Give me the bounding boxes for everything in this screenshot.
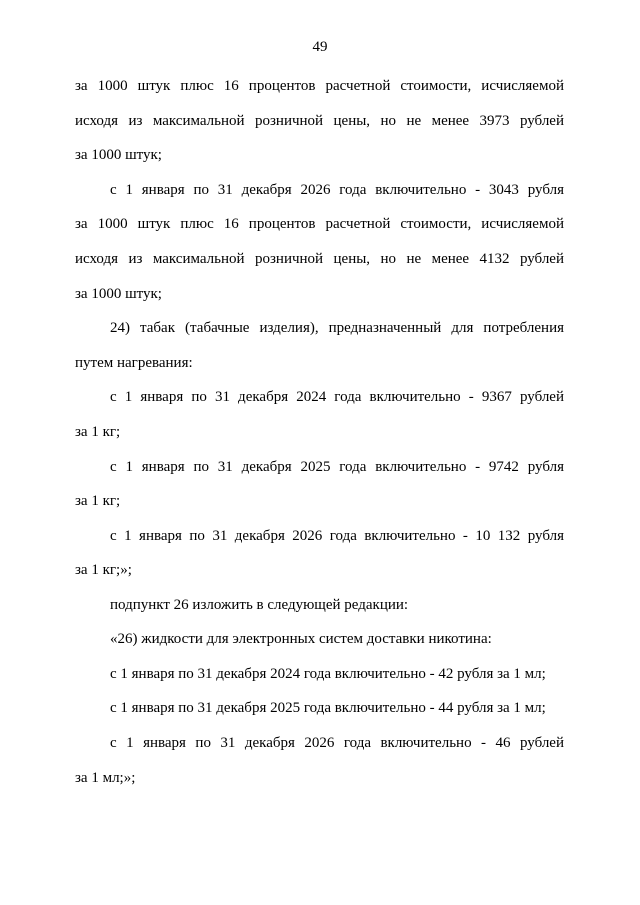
text-line: путем нагревания: [75, 355, 193, 371]
text-line: с 1 января по 31 декабря 2025 года включительно - 44 рубля за 1 мл; [110, 700, 546, 716]
text-line: с 1 января по 31 декабря 2025 года включительно - 9742 рубля [110, 459, 564, 475]
text-line: исходя из максимальной розничной цены, но не менее 4132 рублей [75, 251, 564, 267]
text-line: за 1 кг;»; [75, 562, 132, 578]
text-line: с 1 января по 31 декабря 2026 года включительно - 46 рублей [110, 735, 564, 751]
text-line: за 1 мл;»; [75, 770, 136, 786]
text-line: за 1000 штук плюс 16 процентов расчетной стоимости, исчисляемой [75, 216, 564, 232]
text-line: за 1000 штук; [75, 286, 162, 302]
text-line: за 1000 штук; [75, 147, 162, 163]
page-number: 49 [312, 39, 328, 55]
text-line: за 1 кг; [75, 424, 121, 440]
text-line: с 1 января по 31 декабря 2024 года включительно - 9367 рублей [110, 389, 564, 405]
text-line: исходя из максимальной розничной цены, но не менее 3973 рублей [75, 113, 564, 129]
text-line: с 1 января по 31 декабря 2026 года включительно - 10 132 рубля [110, 528, 564, 544]
text-line: «26) жидкости для электронных систем доставки никотина: [110, 631, 492, 647]
text-line: за 1 кг; [75, 493, 121, 509]
text-line: за 1000 штук плюс 16 процентов расчетной стоимости, исчисляемой [75, 78, 564, 94]
text-line: с 1 января по 31 декабря 2024 года включительно - 42 рубля за 1 мл; [110, 666, 546, 682]
text-line: 24) табак (табачные изделия), предназначенный для потребления [110, 320, 564, 336]
text-line: подпункт 26 изложить в следующей редакции: [110, 597, 409, 613]
text-line: с 1 января по 31 декабря 2026 года включительно - 3043 рубля [110, 182, 564, 198]
